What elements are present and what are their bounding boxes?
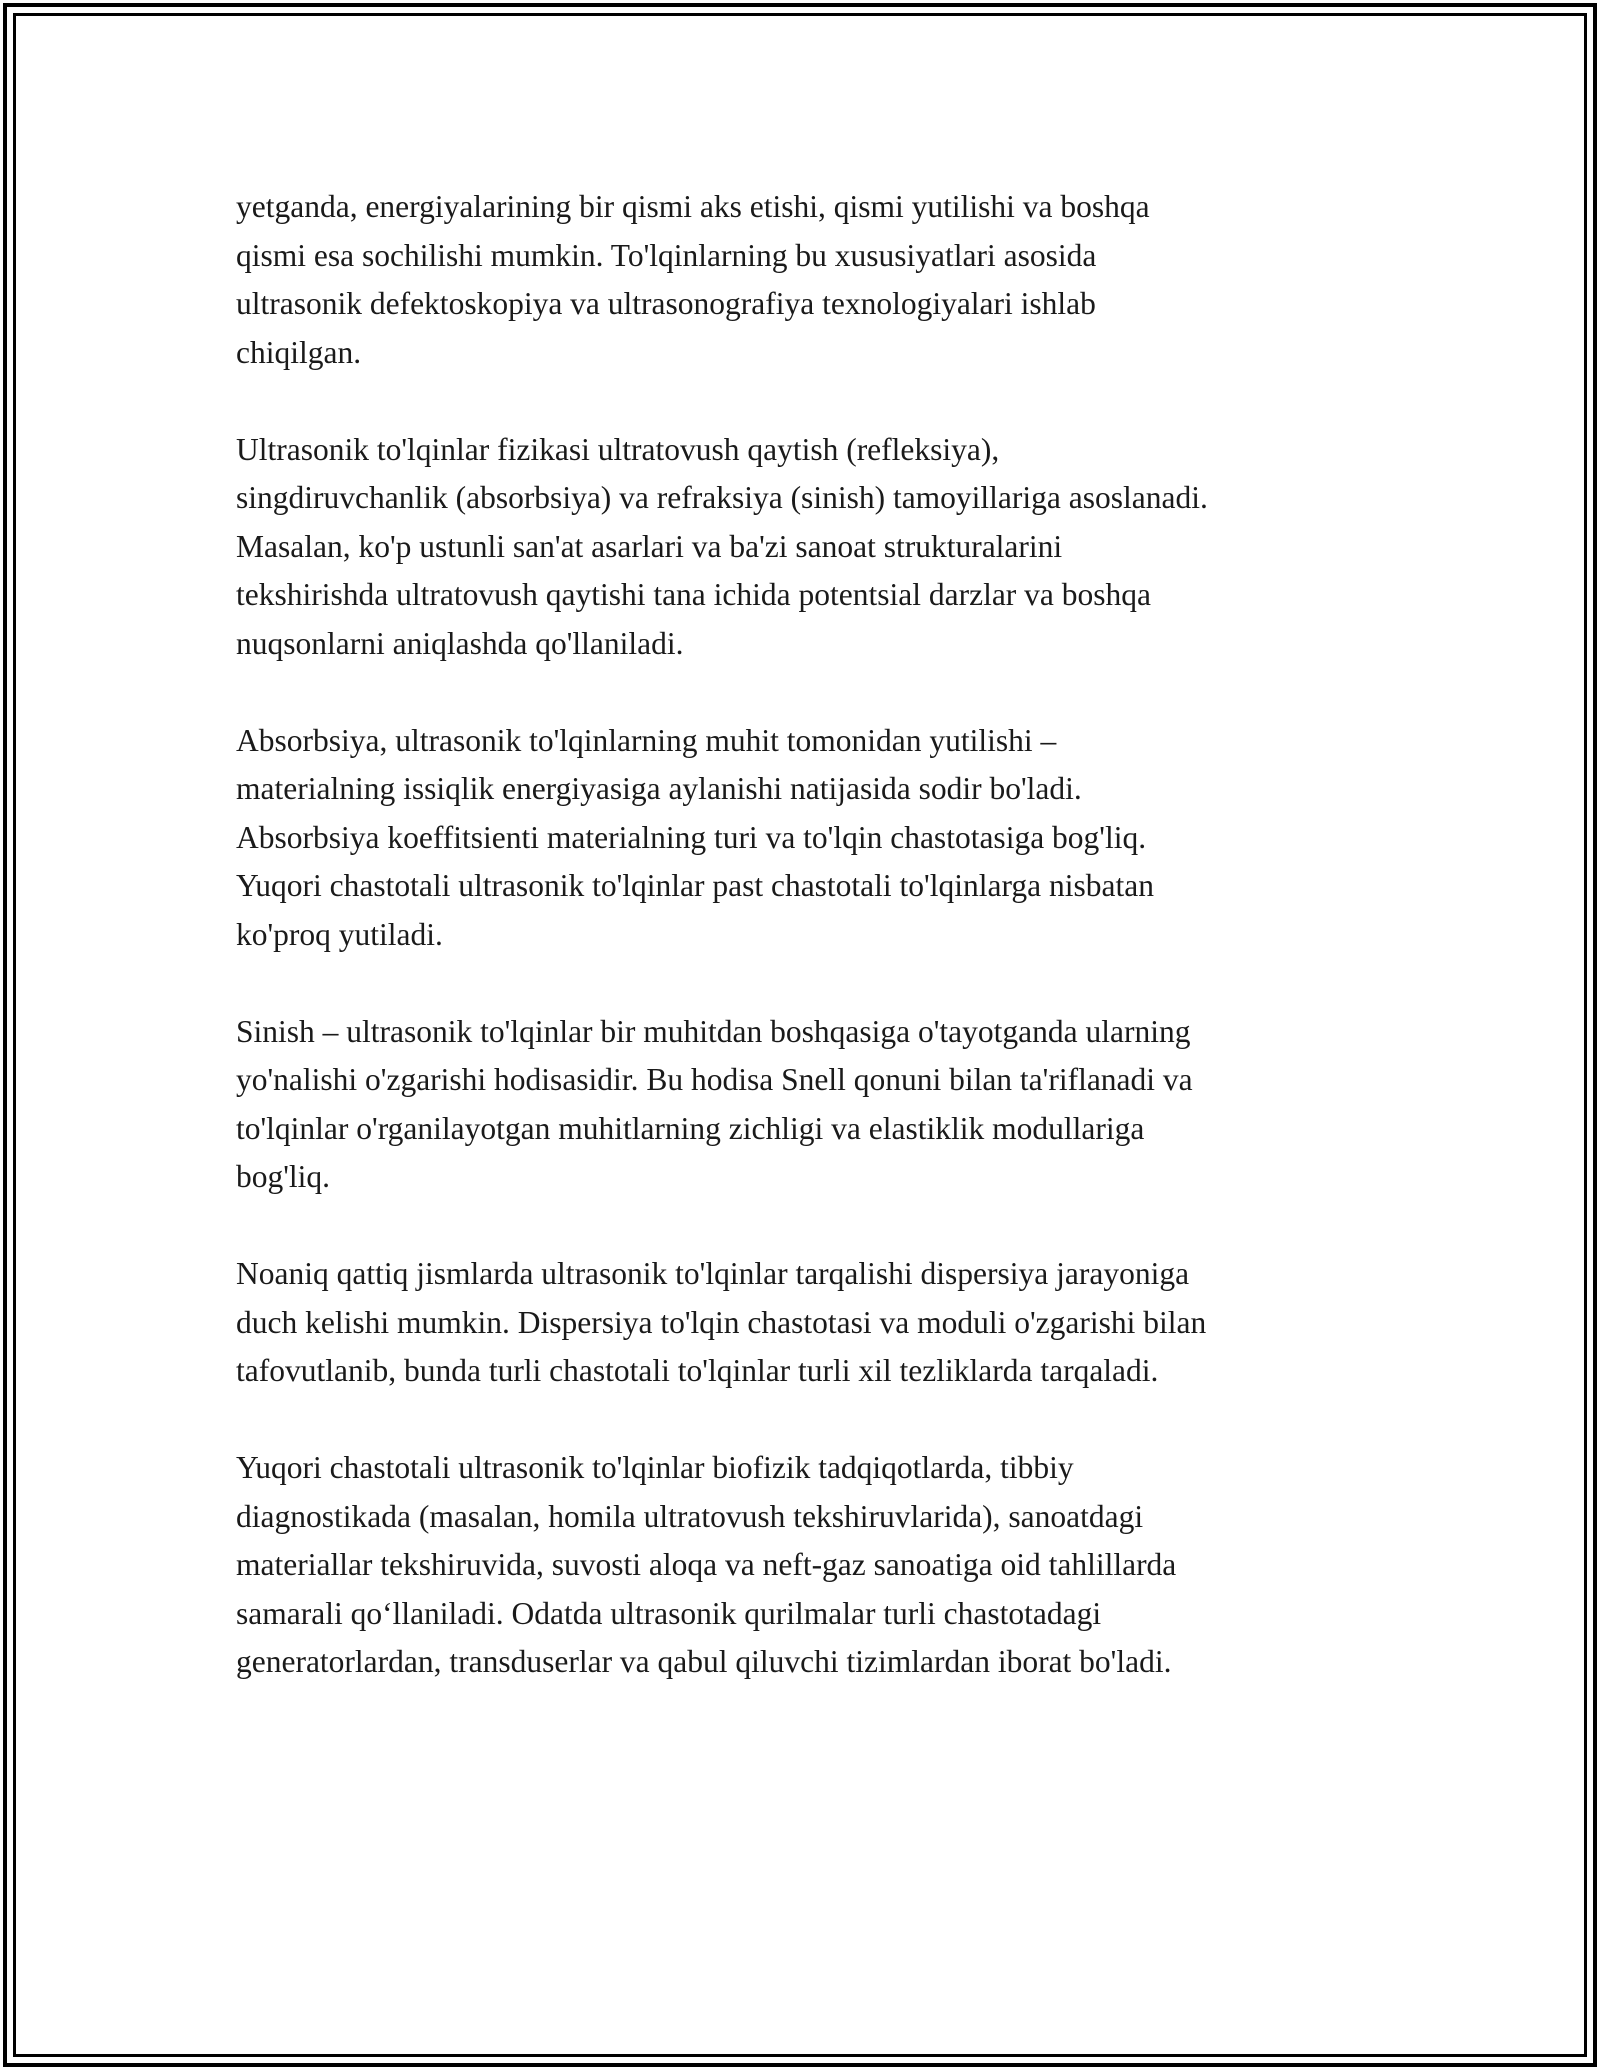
text-line: ko'proq yutiladi. [236, 916, 443, 952]
paragraph [236, 1250, 1376, 1396]
text-line: bog'liq. [236, 1159, 331, 1194]
text-line: Yuqori chastotali ultrasonik to'lqinlar past chastotali to'lqinlarga nisbatan [236, 868, 1154, 903]
text-line: diagnostikada (masalan, homila ultratovush tekshiruvlarida), sanoatdagi [236, 1498, 1144, 1534]
text-line: samarali qo‘llaniladi. Odatda ultrasonik qurilmalar turli chastotadagi [236, 1595, 1102, 1631]
text-line: Masalan, ko'p ustunli san'at asarlari va ba'zi sanoat strukturalarini [236, 528, 1063, 564]
text-line: ultrasonik defektoskopiya va ultrasonografiya texnologiyalari ishlab [236, 286, 1096, 321]
paragraph [236, 717, 1376, 960]
paragraph [236, 1008, 1376, 1202]
text-line: Absorbsiya koeffitsienti materialning turi va to'lqin chastotasiga bog'liq. [236, 819, 1147, 855]
text-line: tekshirishda ultratovush qaytishi tana ichida potentsial darzlar va boshqa [236, 577, 1152, 612]
text-line: singdiruvchanlik (absorbsiya) va refraksiya (sinish) tamoyillariga asoslanadi. [236, 480, 1208, 515]
document-body [236, 183, 1376, 1735]
text-line: materialning issiqlik energiyasiga aylanishi natijasida sodir bo'ladi. [236, 771, 1082, 806]
paragraph [236, 1444, 1376, 1687]
text-line: to'lqinlar o'rganilayotgan muhitlarning zichligi va elastiklik modullariga [236, 1110, 1145, 1146]
text-line: yo'nalishi o'zgarishi hodisasidir. Bu hodisa Snell qonuni bilan ta'riflanadi va [236, 1062, 1193, 1097]
text-line: Sinish – ultrasonik to'lqinlar bir muhitdan boshqasiga o'tayotganda ularning [236, 1013, 1191, 1049]
text-line: chiqilgan. [236, 334, 362, 370]
text-line: nuqsonlarni aniqlashda qo'llaniladi. [236, 625, 684, 661]
text-line: tafovutlanib, bunda turli chastotali to'lqinlar turli xil tezliklarda tarqaladi. [236, 1353, 1159, 1388]
text-line: yetganda, energiyalarining bir qismi aks etishi, qismi yutilishi va boshqa [236, 189, 1150, 224]
text-line: duch kelishi mumkin. Dispersiya to'lqin chastotasi va moduli o'zgarishi bilan [236, 1304, 1207, 1340]
text-line: Noaniq qattiq jismlarda ultrasonik to'lqinlar tarqalishi dispersiya jarayoniga [236, 1256, 1190, 1291]
text-line: Absorbsiya, ultrasonik to'lqinlarning muhit tomonidan yutilishi – [236, 722, 1057, 758]
text-line: qismi esa sochilishi mumkin. To'lqinlarning bu xususiyatlari asosida [236, 237, 1097, 273]
paragraph [236, 183, 1376, 377]
text-line: Ultrasonik to'lqinlar fizikasi ultratovush qaytish (refleksiya), [236, 431, 1000, 467]
text-line: generatorlardan, transduserlar va qabul qiluvchi tizimlardan iborat bo'ladi. [236, 1644, 1172, 1679]
text-line: Yuqori chastotali ultrasonik to'lqinlar biofizik tadqiqotlarda, tibbiy [236, 1450, 1074, 1485]
text-line: materiallar tekshiruvida, suvosti aloqa va neft-gaz sanoatiga oid tahlillarda [236, 1547, 1177, 1582]
paragraph [236, 426, 1376, 669]
